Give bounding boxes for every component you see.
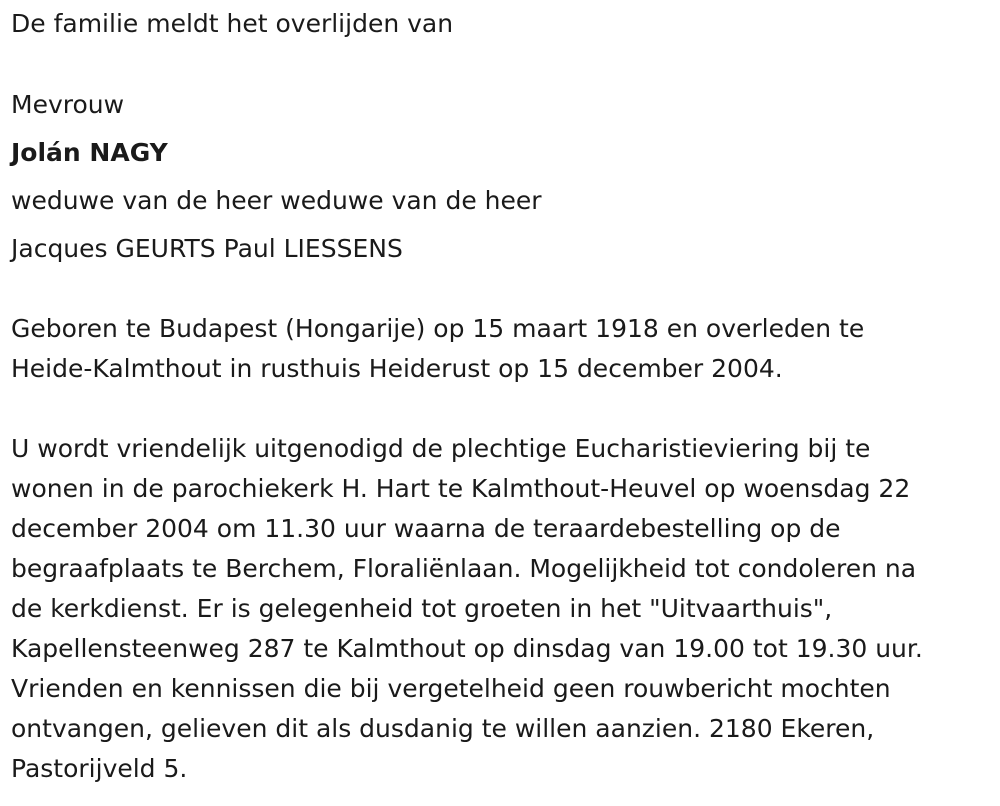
- invitation-line: Kapellensteenweg 287 te Kalmthout op dinsdag van 19.00 tot 19.30 uur.: [11, 634, 923, 663]
- birth-death-line-1: Geboren te Budapest (Hongarije) op 15 maart 1918 en overleden te: [11, 314, 865, 343]
- invitation-line: wonen in de parochiekerk H. Hart te Kalmthout-Heuvel op woensdag 22: [11, 474, 911, 503]
- invitation-line: begraafplaats te Berchem, Floraliënlaan. Mogelijkheid tot condoleren na: [11, 554, 917, 583]
- invitation-line: december 2004 om 11.30 uur waarna de teraardebestelling op de: [11, 514, 841, 543]
- deceased-name: Jolán NAGY: [11, 138, 168, 167]
- invitation-line: ontvangen, gelieven dit als dusdanig te willen aanzien. 2180 Ekeren,: [11, 714, 875, 743]
- salutation: Mevrouw: [11, 90, 125, 119]
- widow-of-text: weduwe van de heer weduwe van de heer: [11, 186, 542, 215]
- invitation-line: Vrienden en kennissen die bij vergetelheid geen rouwbericht mochten: [11, 674, 891, 703]
- invitation-line: de kerkdienst. Er is gelegenheid tot groeten in het "Uitvaarthuis",: [11, 594, 833, 623]
- husbands-names: Jacques GEURTS Paul LIESSENS: [11, 234, 403, 263]
- invitation-line: Pastorijveld 5.: [11, 754, 188, 783]
- intro-text: De familie meldt het overlijden van: [11, 9, 454, 38]
- invitation-line: U wordt vriendelijk uitgenodigd de plechtige Eucharistieviering bij te: [11, 434, 871, 463]
- birth-death-line-2: Heide-Kalmthout in rusthuis Heiderust op 15 december 2004.: [11, 354, 783, 383]
